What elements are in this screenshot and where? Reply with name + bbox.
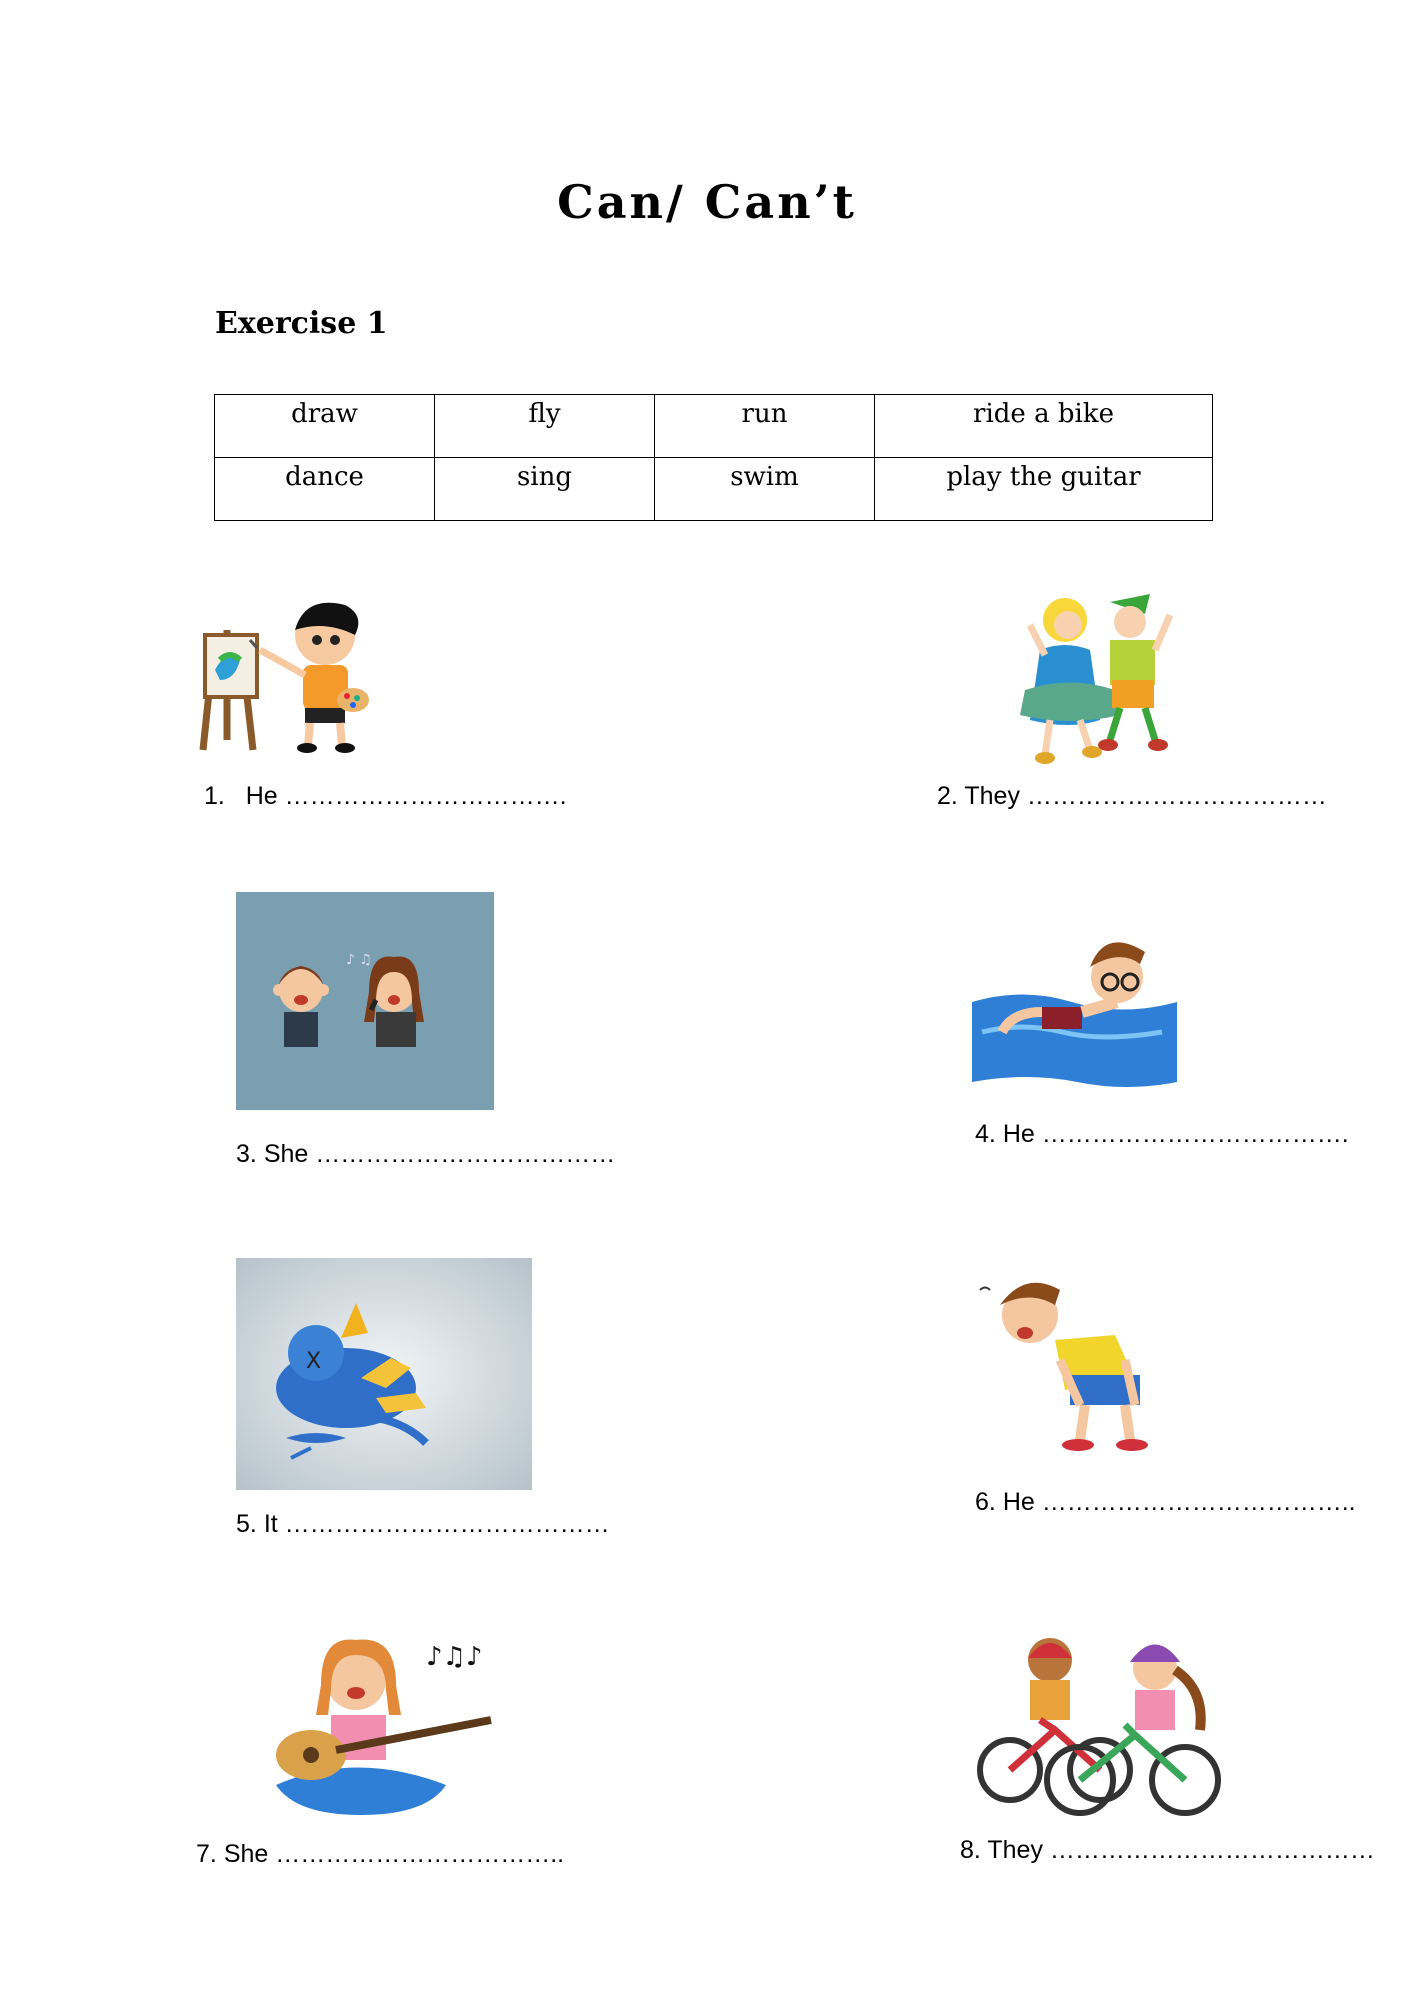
- tired-runner-illustration: [960, 1265, 1190, 1460]
- word-cell: fly: [435, 395, 655, 458]
- question-text: She ………………………………: [263, 1140, 616, 1168]
- question-number: 3.: [236, 1140, 257, 1168]
- question-6: [975, 1488, 1356, 1517]
- question-2: [937, 782, 1327, 811]
- table-row: [215, 395, 1213, 458]
- question-text: He …………………………….: [245, 782, 567, 810]
- boy-swimming-illustration: [972, 922, 1177, 1092]
- table-row: [215, 458, 1213, 521]
- question-text: They …………………………………: [987, 1836, 1375, 1864]
- question-text: He ………………………………..: [1002, 1488, 1356, 1516]
- question-1: [204, 782, 567, 811]
- question-text: They ………………………………: [964, 782, 1327, 810]
- word-cell: ride a bike: [875, 395, 1213, 458]
- question-number: 5.: [236, 1510, 257, 1538]
- question-number: 8.: [960, 1836, 981, 1864]
- question-number: 6.: [975, 1488, 996, 1516]
- question-number: 1.: [204, 782, 225, 810]
- question-5: [236, 1510, 610, 1539]
- word-bank-table: [214, 394, 1213, 521]
- question-4: [975, 1120, 1349, 1149]
- question-text: He ……………………………….: [1002, 1120, 1349, 1148]
- page-title: Can/ Can’t: [557, 175, 857, 229]
- exercise-heading: Exercise 1: [215, 306, 388, 341]
- svg-text:X: X: [306, 1349, 322, 1374]
- boy-painting-illustration: [195, 590, 385, 755]
- svg-text:♪ ♫: ♪ ♫: [346, 952, 372, 968]
- children-riding-bikes-illustration: [970, 1620, 1240, 1820]
- question-text: She ……………………………..: [223, 1840, 565, 1868]
- word-cell: swim: [655, 458, 875, 521]
- question-text: It …………………………………: [263, 1510, 610, 1538]
- question-7: [196, 1840, 564, 1869]
- word-cell: run: [655, 395, 875, 458]
- question-number: 2.: [937, 782, 958, 810]
- word-cell: sing: [435, 458, 655, 521]
- word-cell: dance: [215, 458, 435, 521]
- svg-text:♪♫♪: ♪♫♪: [426, 1642, 483, 1672]
- question-number: 4.: [975, 1120, 996, 1148]
- fallen-bird-illustration: [236, 1258, 532, 1490]
- girl-singing-illustration: [236, 892, 494, 1110]
- girl-playing-guitar-illustration: [236, 1625, 521, 1825]
- question-3: [236, 1140, 615, 1169]
- question-8: [960, 1836, 1375, 1865]
- word-cell: draw: [215, 395, 435, 458]
- question-number: 7.: [196, 1840, 217, 1868]
- word-cell: play the guitar: [875, 458, 1213, 521]
- children-dancing-illustration: [1010, 580, 1190, 770]
